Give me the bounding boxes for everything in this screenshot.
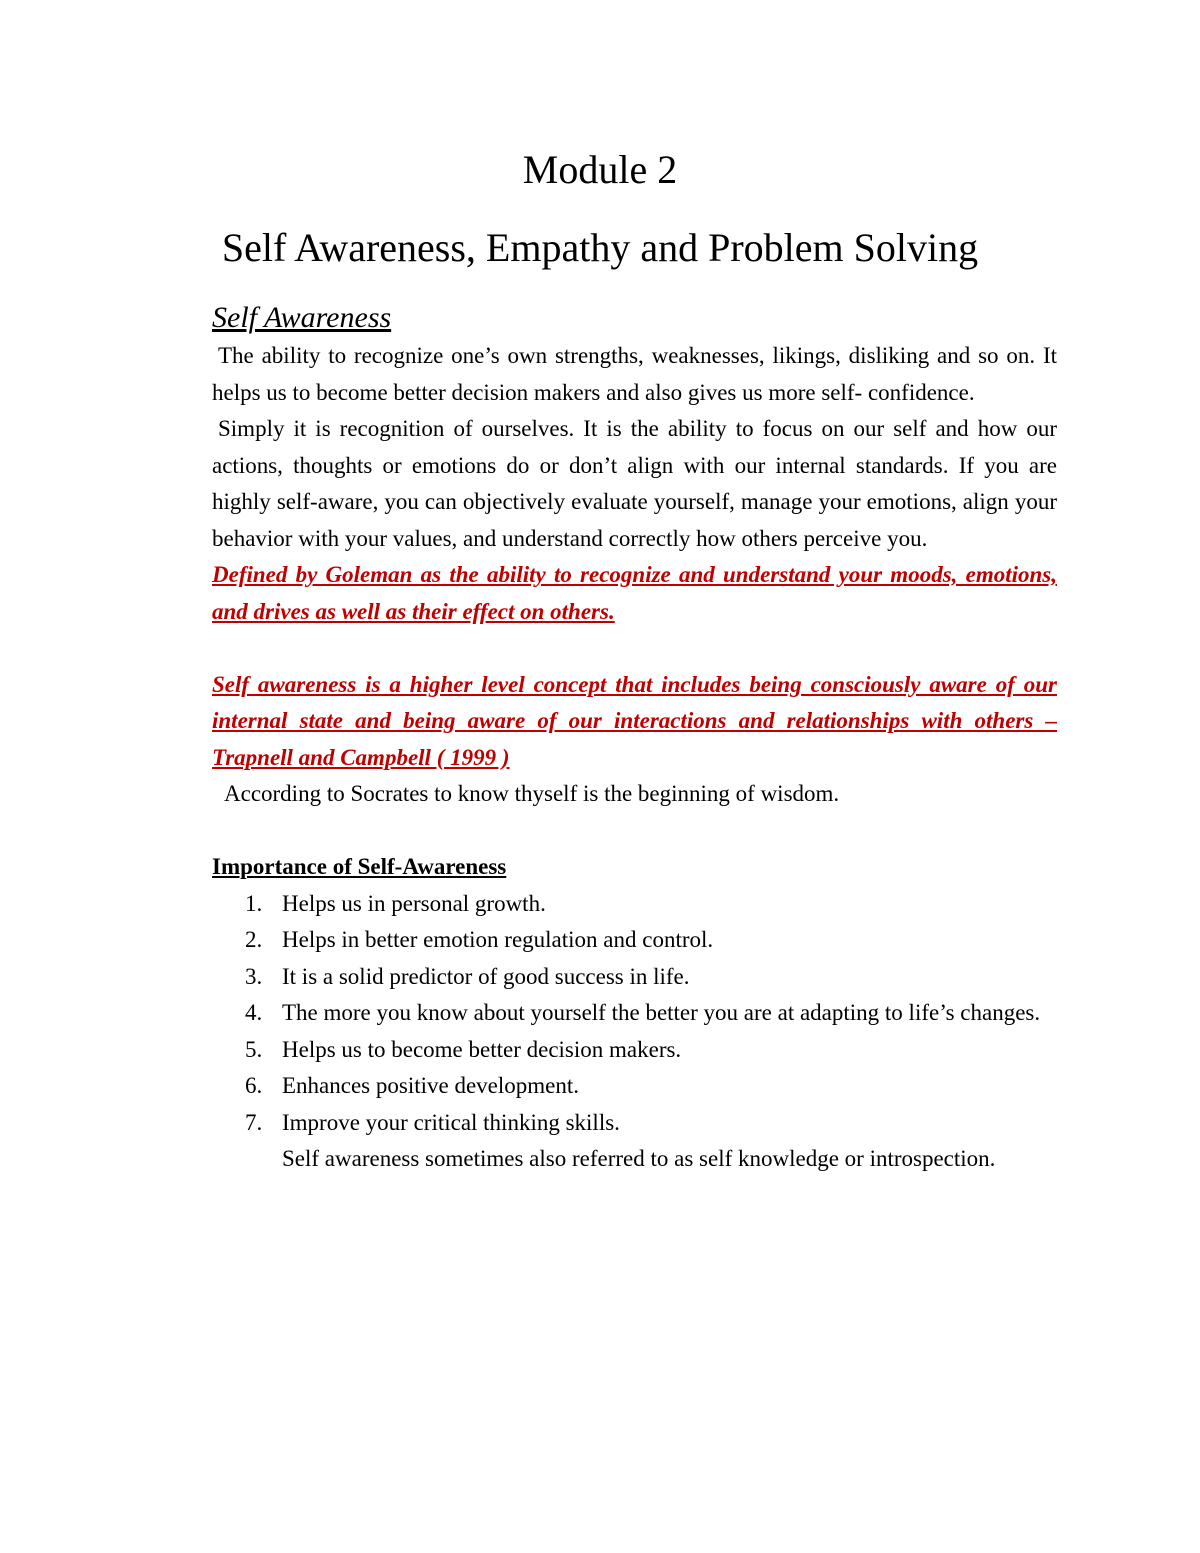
- list-text: Helps in better emotion regulation and control.: [282, 927, 714, 952]
- list-number: 1.: [245, 890, 263, 916]
- list-text: It is a solid predictor of good success in life.: [282, 963, 690, 989]
- list-item: [212, 1105, 1057, 1142]
- module-title: Module 2: [522, 147, 678, 192]
- importance-list: [212, 886, 1057, 1142]
- closing-note: Self awareness sometimes also referred to as self knowledge or introspection.: [282, 1146, 996, 1171]
- list-number: 7.: [245, 1109, 263, 1135]
- list-number: 2.: [245, 927, 263, 952]
- list-text: The more you know about yourself the better you are at adapting to life’s changes.: [282, 1000, 1041, 1025]
- list-item: [212, 995, 1057, 1032]
- importance-heading: Importance of Self-Awareness: [212, 854, 507, 879]
- list-number: 4.: [245, 1000, 263, 1025]
- list-item: [212, 922, 1057, 959]
- list-text: Enhances positive development.: [282, 1073, 580, 1098]
- list-item: [212, 959, 1057, 996]
- document-body: [212, 298, 1057, 1178]
- paragraph-definition: The ability to recognize one’s own strengths, weaknesses, likings, disliking and so on. It helps us to become better decision makers and also gives us more self- confidence.: [212, 343, 1057, 405]
- list-number: 5.: [245, 1036, 263, 1062]
- list-text: Helps us in personal growth.: [282, 890, 546, 916]
- socrates-quote: According to Socrates to know thyself is the beginning of wisdom.: [224, 781, 840, 806]
- goleman-definition: Defined by Goleman as the ability to recognize and understand your moods, emotions, and drives as well as their effect on others.: [212, 562, 1057, 624]
- document-subtitle: Self Awareness, Empathy and Problem Solving: [221, 225, 979, 270]
- list-number: 6.: [245, 1073, 263, 1098]
- blank-line: [212, 813, 1057, 850]
- section-heading: Self Awareness: [212, 301, 392, 334]
- list-item: [212, 1032, 1057, 1069]
- list-text: Improve your critical thinking skills.: [282, 1109, 620, 1135]
- list-item: [212, 1068, 1057, 1105]
- paragraph-recognition: Simply it is recognition of ourselves. It is the ability to focus on our self and how our actions, thoughts or emotions do or don’t align with our internal standards. If you are highly self-aware, you can objectively evaluate yourself, manage your emotions, align your behavior with your values, and understand correctly how others perceive you.: [212, 416, 1057, 551]
- trapnell-definition: Self awareness is a higher level concept that includes being consciously aware of our internal state and being aware of our interactions and relationships with others – Trapnell and Campbell ( 1999 ): [212, 671, 1057, 770]
- list-number: 3.: [245, 963, 263, 989]
- blank-line: [212, 630, 1057, 667]
- list-text: Helps us to become better decision makers.: [282, 1036, 682, 1062]
- list-item: [212, 886, 1057, 923]
